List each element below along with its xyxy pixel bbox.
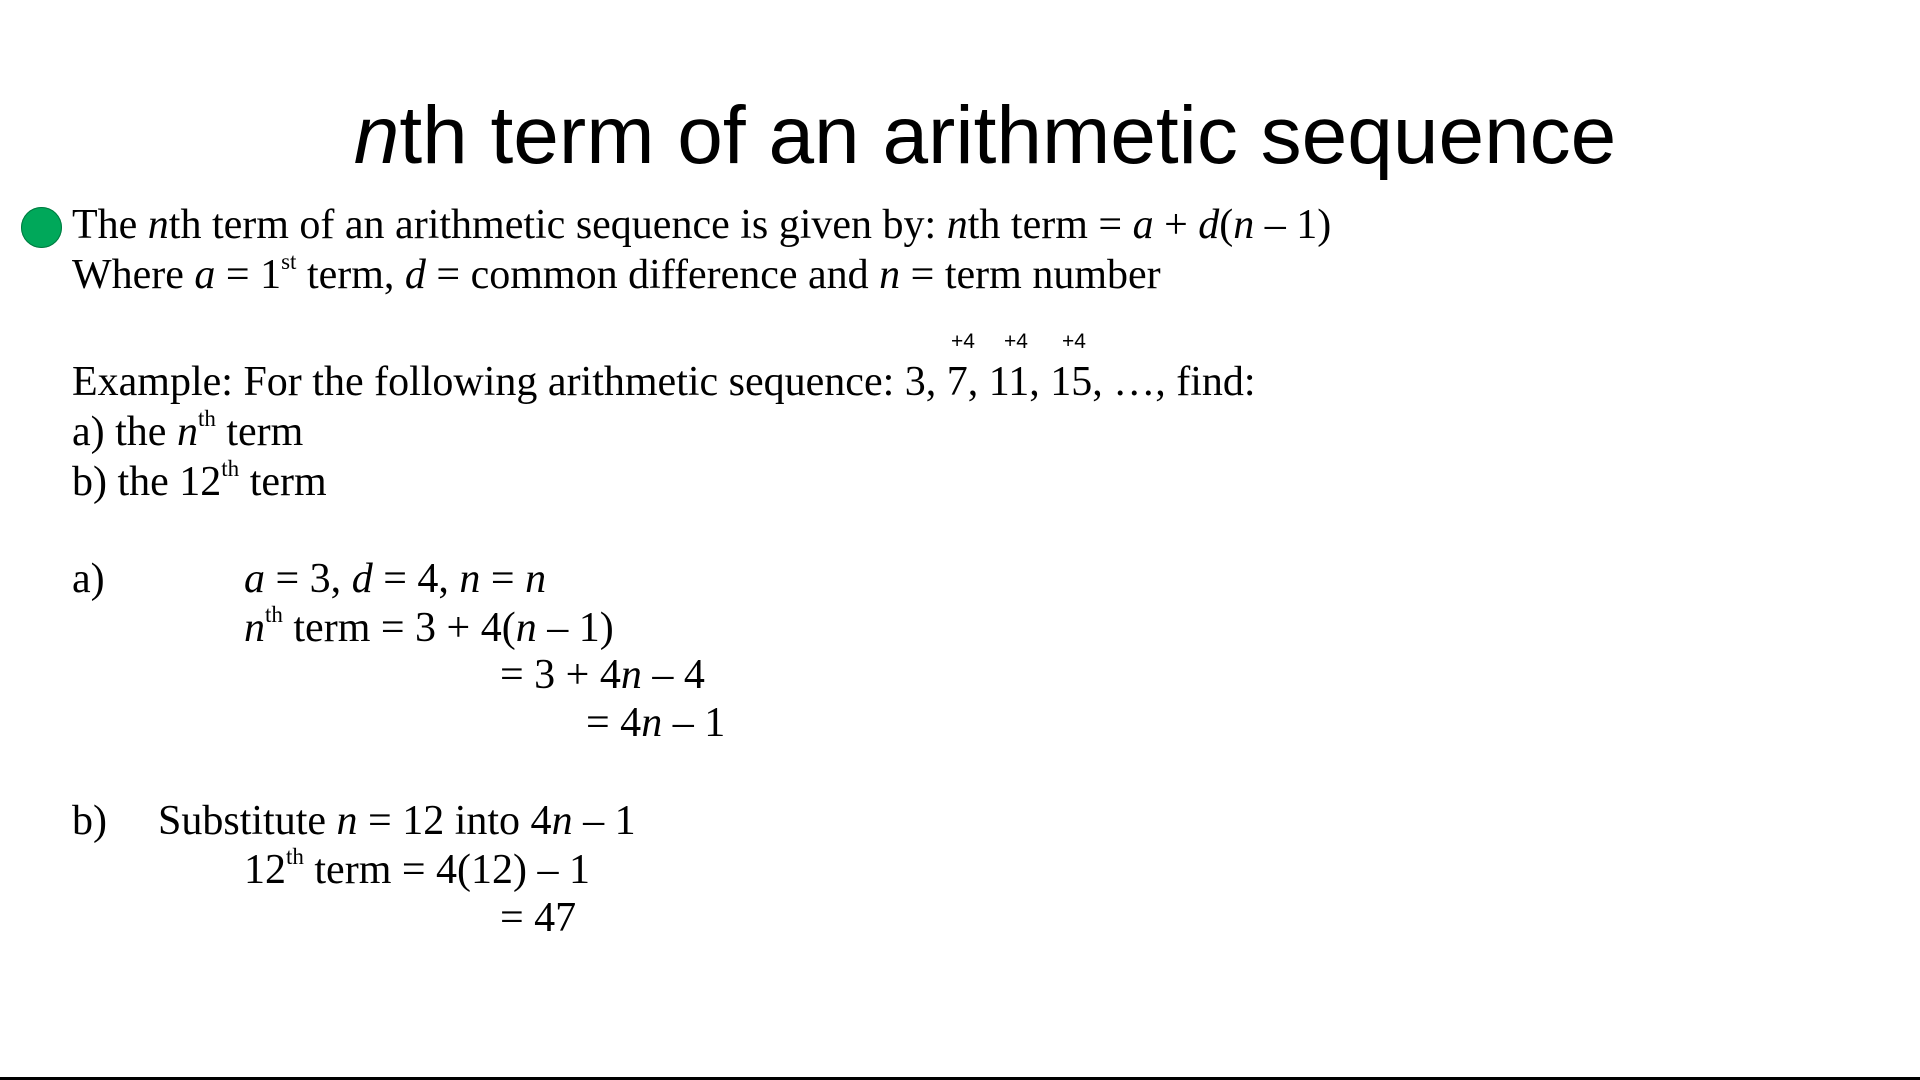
- title-text: th term of an arithmetic sequence: [399, 90, 1617, 181]
- text: Where: [72, 252, 195, 298]
- text: = 3 + 4: [500, 652, 621, 698]
- var-n: n: [525, 556, 547, 602]
- solution-b-label: b): [72, 798, 107, 844]
- text: b) the 12: [72, 459, 222, 505]
- solution-b-line-3: = 47: [500, 895, 577, 941]
- text: = 4: [586, 700, 642, 746]
- var-a: a: [1132, 202, 1154, 248]
- var-d: d: [404, 252, 426, 298]
- var-a: a: [244, 556, 265, 602]
- solution-b-line-2: [244, 845, 590, 895]
- text: term: [239, 459, 327, 505]
- bullet-icon: [21, 207, 62, 248]
- text: – 1): [1254, 202, 1332, 248]
- var-n: n: [641, 700, 663, 746]
- solution-a-label: a): [72, 556, 105, 602]
- text: term = 3 + 4(: [282, 605, 516, 651]
- text: – 1: [572, 798, 636, 844]
- var-n: n: [551, 798, 573, 844]
- text: = 3,: [265, 556, 352, 602]
- solution-a-line-1: [244, 554, 546, 604]
- text: = 12 into 4: [357, 798, 552, 844]
- var-n: n: [879, 252, 901, 298]
- difference-label-3: +4: [1062, 330, 1086, 353]
- difference-label-2: +4: [1004, 330, 1028, 353]
- text: term,: [296, 252, 405, 298]
- var-d: d: [1198, 202, 1220, 248]
- var-n: n: [244, 605, 265, 651]
- var-d: d: [351, 556, 373, 602]
- text: term: [215, 409, 304, 455]
- solution-a-line-4: [586, 698, 725, 748]
- text: (: [1219, 202, 1234, 248]
- title-italic-n: n: [353, 90, 400, 181]
- definition-line-2: [72, 250, 1161, 300]
- text: – 1): [536, 605, 614, 651]
- text: – 4: [641, 652, 705, 698]
- text: The: [72, 202, 148, 248]
- superscript: th: [265, 602, 283, 627]
- solution-a-line-2: [244, 603, 614, 653]
- var-n: n: [147, 202, 169, 248]
- text: Substitute: [158, 798, 337, 844]
- var-n: n: [176, 409, 198, 455]
- text: a) the: [72, 409, 177, 455]
- var-n: n: [1233, 202, 1255, 248]
- text: =: [480, 556, 526, 602]
- text: = common difference and: [425, 252, 880, 298]
- text: th term of an arithmetic sequence is given by:: [168, 202, 947, 248]
- text: = 1: [215, 252, 282, 298]
- superscript: th: [197, 406, 216, 431]
- superscript: th: [286, 844, 304, 869]
- example-statement: Example: For the following arithmetic sequence: 3, 7, 11, 15, …, find:: [72, 359, 1256, 405]
- text: – 1: [662, 700, 726, 746]
- text: = 4,: [372, 556, 460, 602]
- solution-b-line-1: [158, 796, 636, 846]
- example-part-b: [72, 457, 327, 507]
- superscript: th: [221, 456, 240, 481]
- text: +: [1153, 202, 1199, 248]
- var-n: n: [336, 798, 358, 844]
- var-n: n: [515, 605, 537, 651]
- superscript: st: [281, 249, 297, 274]
- text: th term =: [967, 202, 1133, 248]
- var-n: n: [946, 202, 968, 248]
- var-n: n: [620, 652, 642, 698]
- var-n: n: [459, 556, 481, 602]
- difference-label-1: +4: [951, 330, 975, 353]
- example-part-a: [72, 407, 303, 457]
- text: 12: [244, 847, 286, 893]
- solution-a-line-3: [500, 650, 705, 700]
- text: = term number: [900, 252, 1161, 298]
- slide-title: [0, 86, 1920, 186]
- definition-line-1: [72, 200, 1331, 250]
- var-a: a: [194, 252, 216, 298]
- text: term = 4(12) – 1: [303, 847, 591, 893]
